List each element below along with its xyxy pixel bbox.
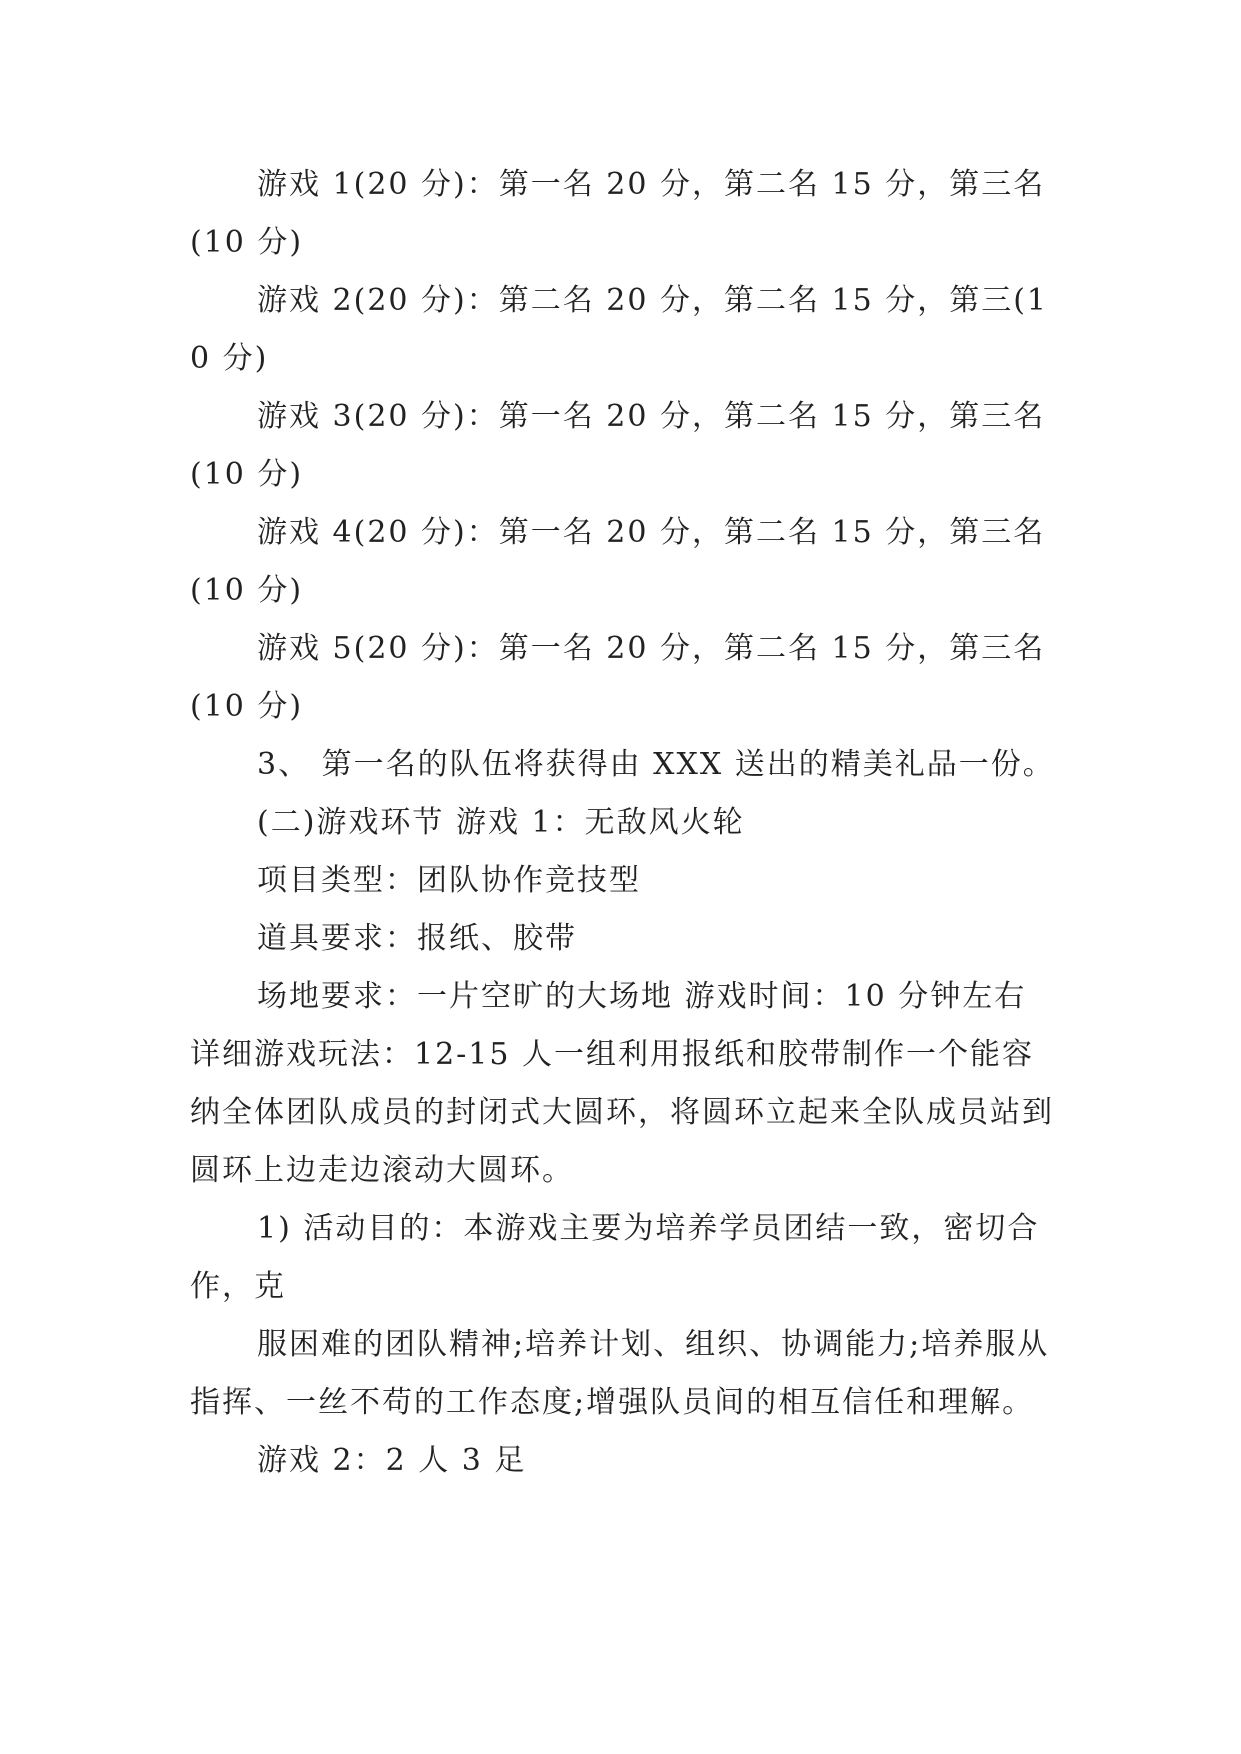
paragraph-game-5-score: 游戏 5(20 分)：第一名 20 分，第二名 15 分，第三名(10 分) xyxy=(190,631,1046,724)
paragraph-game-1-score: 游戏 1(20 分)：第一名 20 分，第二名 15 分，第三名(10 分) xyxy=(190,167,1046,260)
paragraph-game-4-score: 游戏 4(20 分)：第一名 20 分，第二名 15 分，第三名(10 分) xyxy=(190,515,1046,608)
paragraph-game-3-score: 游戏 3(20 分)：第一名 20 分，第二名 15 分，第三名(10 分) xyxy=(190,399,1046,492)
paragraph-game-2-score: 游戏 2(20 分)：第二名 20 分，第二名 15 分，第三(10 分) xyxy=(190,283,1049,376)
paragraph-prize: 3、 第一名的队伍将获得由 XXX 送出的精美礼品一份。 xyxy=(257,747,1055,782)
paragraph-game-2-title: 游戏 2：2 人 3 足 xyxy=(257,1443,527,1478)
paragraph-purpose: 1) 活动目的：本游戏主要为培养学员团结一致，密切合作，克 xyxy=(190,1211,1040,1304)
paragraph-gameplay: 详细游戏玩法：12-15 人一组利用报纸和胶带制作一个能容纳全体团队成员的封闭式大圆环，将圆环立起来全队成员站到圆环上边走边滚动大圆环。 xyxy=(190,1037,1054,1188)
document-body xyxy=(190,156,1060,1490)
paragraph-venue-time: 场地要求：一片空旷的大场地 游戏时间：10 分钟左右 xyxy=(257,979,1027,1014)
paragraph-game-section-heading: (二)游戏环节 游戏 1：无敌风火轮 xyxy=(257,805,745,840)
paragraph-props: 道具要求：报纸、胶带 xyxy=(257,921,577,956)
paragraph-purpose-continued: 服困难的团队精神;培养计划、组织、协调能力;培养服从指挥、一丝不苟的工作态度;增强队员间的相互信任和理解。 xyxy=(190,1327,1050,1420)
paragraph-project-type: 项目类型：团队协作竞技型 xyxy=(257,863,641,898)
